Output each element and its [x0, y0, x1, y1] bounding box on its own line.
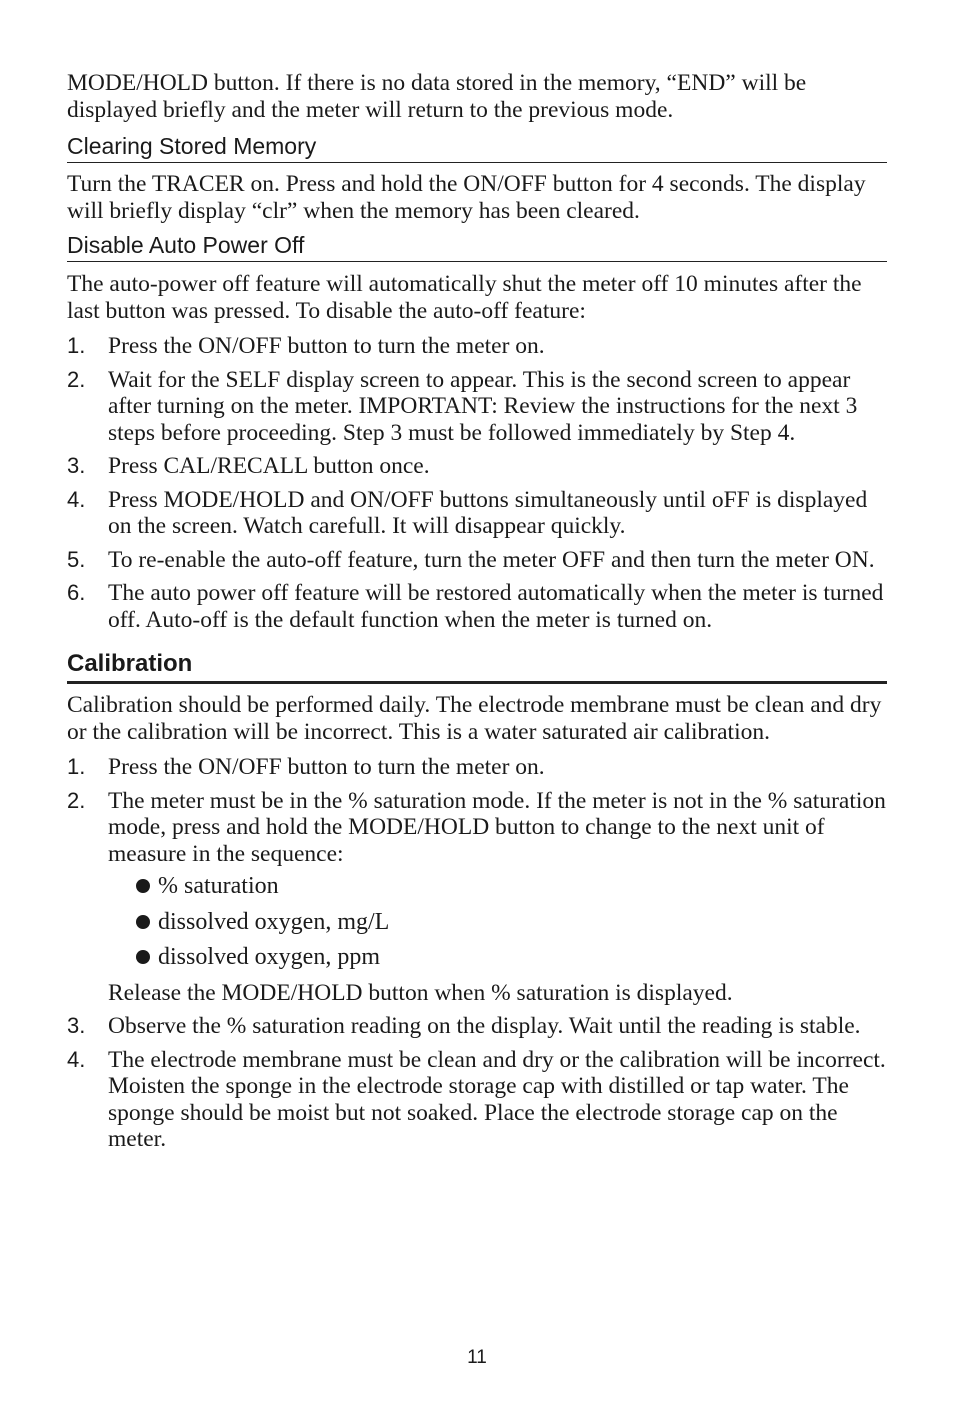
disable-step-2 — [67, 367, 887, 447]
step-number: 6. — [67, 580, 86, 605]
bullet-dot-icon — [136, 879, 150, 893]
unit-label: dissolved oxygen, mg/L — [158, 908, 390, 935]
calibration-step-3 — [67, 1013, 887, 1040]
disable-step-5 — [67, 547, 887, 574]
bullet-dot-icon — [136, 915, 150, 929]
step-text: Observe the % saturation reading on the display. Wait until the reading is stable. — [108, 1013, 861, 1039]
calibration-paragraph: Calibration should be performed daily. The electrode membrane must be clean and dry or the calibration will be incorrect. This is a water saturated air calibration. — [67, 692, 882, 745]
disable-auto-off-paragraph: The auto-power off feature will automatically shut the meter off 10 minutes after the last button was pressed. To disable the auto-off feature: — [67, 271, 862, 324]
heading-clearing-stored-memory: Clearing Stored Memory — [67, 132, 887, 163]
unit-list-item — [136, 909, 887, 936]
unit-label: % saturation — [158, 873, 279, 899]
disable-step-4 — [67, 487, 887, 540]
step-number: 3. — [67, 1013, 86, 1038]
step-number: 4. — [67, 486, 86, 512]
release-note: Release the MODE/HOLD button when % saturation is displayed. — [108, 979, 733, 1006]
disable-step-6 — [67, 580, 887, 633]
manual-page — [67, 70, 887, 1153]
step-text: Press the ON/OFF button to turn the meter on. — [108, 333, 545, 359]
step-number: 1. — [67, 754, 86, 779]
step-text: Press CAL/RECALL button once. — [108, 453, 430, 479]
step-text: The meter must be in the % saturation mode. If the meter is not in the % saturation mode, press and hold the MODE/HOLD button to change to the next unit of measure in the sequence: — [108, 787, 886, 867]
step-number: 1. — [67, 333, 86, 358]
unit-list-item — [136, 944, 887, 971]
bullet-dot-icon — [136, 950, 150, 964]
step-text: The electrode membrane must be clean and dry or the calibration will be incorrect. Moisten the sponge in the electrode storage cap with distilled or tap water. The sponge should be moist but not soaked. Place the electrode storage cap on the meter. — [108, 1046, 886, 1152]
unit-label: dissolved oxygen, ppm — [158, 944, 380, 970]
disable-step-1 — [67, 333, 887, 360]
step-text: To re-enable the auto-off feature, turn the meter OFF and then turn the meter ON. — [108, 546, 875, 573]
heading-calibration: Calibration — [67, 649, 887, 684]
step-number: 5. — [67, 546, 86, 572]
heading-disable-auto-power-off: Disable Auto Power Off — [67, 231, 887, 262]
step-text: Press the ON/OFF button to turn the meter on. — [108, 754, 545, 780]
calibration-step-4 — [67, 1047, 887, 1153]
step-text: The auto power off feature will be restored automatically when the meter is turned off. Auto-off is the default function when the meter is turned on. — [108, 580, 884, 633]
unit-list-item — [136, 873, 887, 900]
step-text: Press MODE/HOLD and ON/OFF buttons simultaneously until oFF is displayed on the screen. Watch carefull. It will disappear quickly. — [108, 486, 868, 539]
step-number: 3. — [67, 453, 86, 478]
step-number: 2. — [67, 787, 86, 813]
intro-paragraph: MODE/HOLD button. If there is no data stored in the memory, “END” will be displayed briefly and the meter will return to the previous mode. — [67, 70, 807, 123]
step-text: Wait for the SELF display screen to appear. This is the second screen to appear after turning on the meter. IMPORTANT: Review the instructions for the next 3 steps before proceeding. Step 3 must be followed immediately by Step 4. — [108, 366, 858, 446]
page-number: 11 — [467, 1347, 487, 1368]
step-number: 4. — [67, 1046, 86, 1072]
disable-step-3 — [67, 453, 887, 480]
step-number: 2. — [67, 366, 86, 392]
calibration-step-1 — [67, 754, 887, 781]
calibration-step-2 — [67, 788, 887, 868]
clearing-paragraph: Turn the TRACER on. Press and hold the ON/OFF button for 4 seconds. The display will briefly display “clr” when the memory has been cleared. — [67, 171, 866, 224]
